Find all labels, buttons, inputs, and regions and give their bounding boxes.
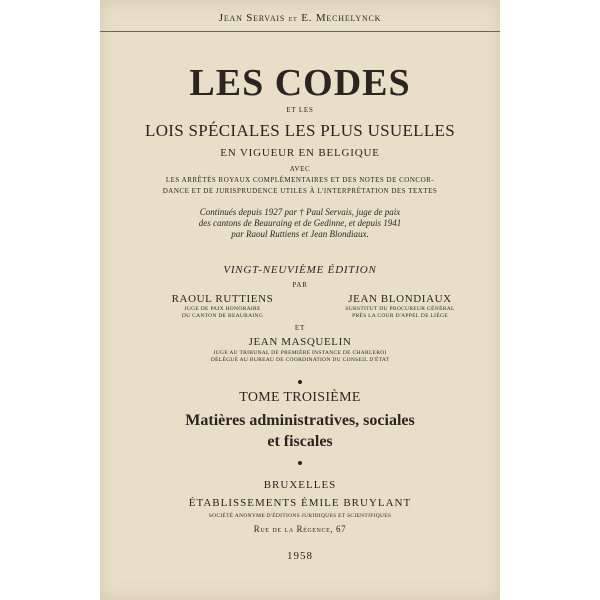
editor-ruttiens-name: RAOUL RUTTIENS xyxy=(171,293,274,305)
author-servais: Jean Servais xyxy=(218,12,286,24)
title-conjunction: ET LES xyxy=(286,106,314,114)
authors-conjunction: et xyxy=(288,14,298,23)
avec-label: AVEC xyxy=(289,165,311,173)
continuation-line-3: par Raoul Ruttiens et Jean Blondiaux. xyxy=(231,229,369,239)
volume-subject-line-2: et fiscales xyxy=(267,433,333,450)
editor-masquelin-role-2: DÉLÉGUÉ AU BUREAU DE COORDINATION DU CONSEIL D'ÉTAT xyxy=(210,357,390,363)
volume-title: TOME TROISIÈME xyxy=(239,390,361,405)
editor-blondiaux-role-1: SUBSTITUT DU PROCUREUR GÉNÉRAL xyxy=(345,306,455,312)
title-page xyxy=(100,0,500,600)
editor-blondiaux-name: JEAN BLONDIAUX xyxy=(348,293,452,305)
annotations-line-2: DANCE ET DE JURISPRUDENCE UTILES À L'INTERPRÉTATION DES TEXTES xyxy=(162,187,438,195)
publisher-description: SOCIÉTÉ ANONYME D'ÉDITIONS JURIDIQUES ET SCIENTIFIQUES xyxy=(208,513,392,519)
separator-dot xyxy=(298,380,302,384)
subtitle: LOIS SPÉCIALES LES PLUS USUELLES xyxy=(145,121,455,140)
publisher-city: BRUXELLES xyxy=(263,479,337,491)
publisher-name: ÉTABLISSEMENTS ÉMILE BRUYLANT xyxy=(188,497,412,509)
authors-header xyxy=(100,13,500,24)
editor-ruttiens-role-1: JUGE DE PAIX HONORAIRE xyxy=(184,306,261,312)
editors-conjunction: ET xyxy=(294,324,306,332)
volume-subject-line-1: Matières administratives, sociales xyxy=(185,412,415,429)
edition-label: VINGT-NEUVIÈME ÉDITION xyxy=(223,264,377,276)
jurisdiction-line: EN VIGUEUR EN BELGIQUE xyxy=(220,147,380,159)
editor-blondiaux-role-2: PRÈS LA COUR D'APPEL DE LIÈGE xyxy=(352,313,448,319)
main-title: LES CODES xyxy=(189,62,411,104)
editor-masquelin-name: JEAN MASQUELIN xyxy=(248,336,352,348)
publisher-address: Rue de la Régence, 67 xyxy=(253,524,347,534)
par-label: PAR xyxy=(292,281,308,289)
editor-ruttiens-role-2: DU CANTON DE BEAURAING xyxy=(181,313,264,319)
editor-masquelin-role-1: JUGE AU TRIBUNAL DE PREMIÈRE INSTANCE DE CHARLEROI xyxy=(213,350,387,356)
continuation-line-2: des cantons de Beauraing et de Gedinne, et depuis 1941 xyxy=(198,218,402,228)
separator-dot xyxy=(298,461,302,465)
publication-year: 1958 xyxy=(287,550,313,562)
author-mechelynck: E. Mechelynck xyxy=(301,12,382,24)
header-rule xyxy=(100,31,500,32)
continuation-line-1: Continués depuis 1927 par † Paul Servais, juge de paix xyxy=(199,207,401,217)
annotations-line-1: LES ARRÊTÉS ROYAUX COMPLÉMENTAIRES ET DES NOTES DE CONCOR- xyxy=(165,176,435,184)
